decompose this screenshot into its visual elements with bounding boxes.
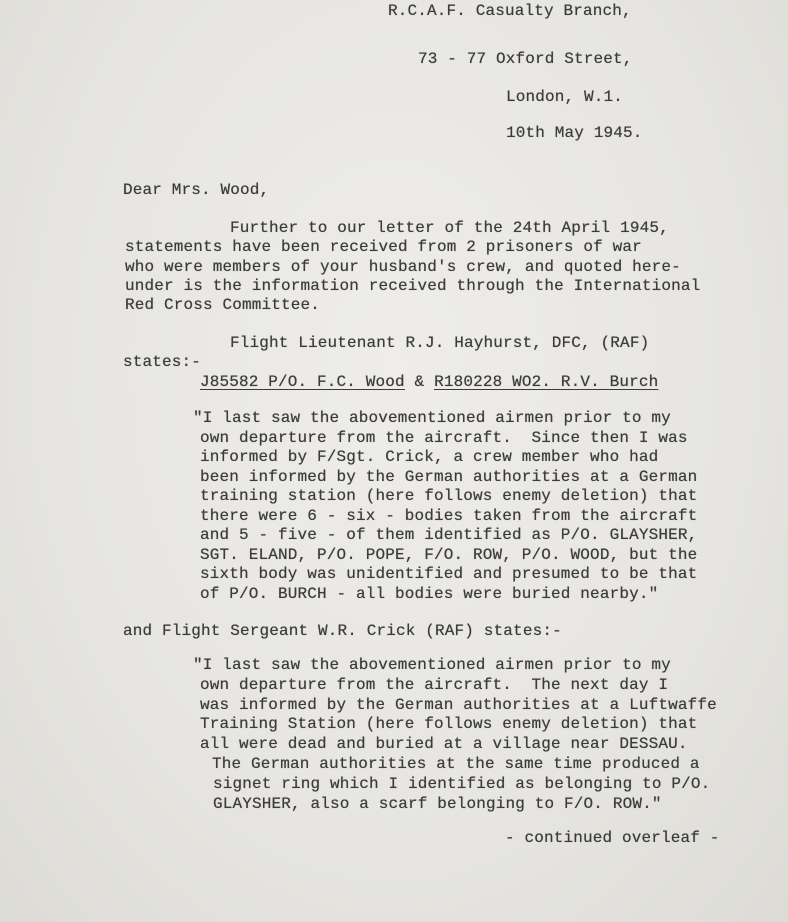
quote-line: been informed by the German authorities at a German (200, 467, 698, 486)
quote-line: sixth body was unidentified and presumed to be that (200, 565, 698, 583)
witness-2: and Flight Sergeant W.R. Crick (RAF) states:- (123, 622, 562, 640)
sender-branch: R.C.A.F. Casualty Branch, (388, 2, 632, 20)
quote-line: "I last saw the abovementioned airmen prior to my (193, 656, 671, 674)
quote-line: "I last saw the abovementioned airmen prior to my (193, 409, 671, 427)
quote-line: The German authorities at the same time produced a (212, 755, 700, 773)
quote-line: and 5 - five - of them identified as P/O. GLAYSHER, (200, 526, 698, 544)
quote-line: GLAYSHER, also a scarf belonging to F/O. ROW." (213, 794, 662, 813)
states-label: states:- (123, 353, 202, 371)
intro-line: Red Cross Committee. (125, 296, 321, 314)
intro-line: Further to our letter of the 24th April 1945, (230, 219, 669, 237)
intro-line: under is the information received through the International (125, 277, 701, 295)
intro-line: who were members of your husband's crew, and quoted here- (125, 258, 681, 276)
quote-line: SGT. ELAND, P/O. POPE, F/O. ROW, P/O. WOOD, but the (200, 545, 698, 564)
quote-line: signet ring which I identified as belonging to P/O. (213, 774, 711, 793)
quote-line: own departure from the aircraft. Since then I was (200, 428, 688, 447)
sender-city: London, W.1. (506, 88, 624, 106)
quote-line: there were 6 - six - bodies taken from the aircraft (200, 506, 698, 525)
quote-line: training station (here follows enemy deletion) that (200, 487, 698, 505)
subject-burch: R180228 WO2. R.V. Burch (434, 373, 659, 391)
letter-date: 10th May 1945. (506, 124, 643, 142)
salutation: Dear Mrs. Wood, (123, 181, 270, 199)
witness-1: Flight Lieutenant R.J. Hayhurst, DFC, (RAF) (230, 334, 650, 352)
sender-street: 73 - 77 Oxford Street, (418, 50, 633, 68)
quote-line: own departure from the aircraft. The next day I (200, 675, 669, 694)
intro-line: statements have been received from 2 prisoners of war (125, 238, 642, 256)
subject-line (200, 373, 658, 392)
quote-line: informed by F/Sgt. Crick, a crew member who had (200, 448, 659, 466)
quote-line: was informed by the German authorities at a Luftwaffe (200, 695, 717, 714)
subject-wood: J85582 P/O. F.C. Wood (200, 373, 405, 391)
quote-line: Training Station (here follows enemy deletion) that (200, 715, 698, 734)
quote-line: of P/O. BURCH - all bodies were buried nearby." (200, 584, 659, 603)
continued-overleaf: - continued overleaf - (505, 829, 720, 847)
subject-ampersand: & (404, 373, 435, 391)
quote-line: all were dead and buried at a village near DESSAU. (200, 735, 688, 754)
